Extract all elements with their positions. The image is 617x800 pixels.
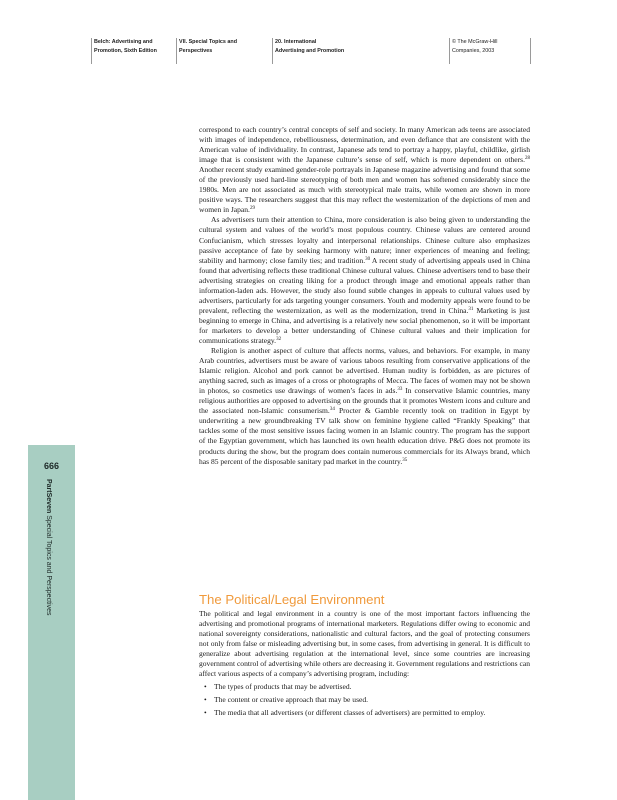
body-text xyxy=(199,125,530,467)
bullet-text: The content or creative approach that may be used. xyxy=(214,695,369,705)
bullet-icon: • xyxy=(204,682,207,692)
part-label: PartSeven xyxy=(45,479,52,514)
header-chapter-info xyxy=(272,38,451,64)
paragraph-text: A recent study of advertising appeals used in China found that advertising reflects these traditional Chinese cultural values. Chinese advertisers tend to base their advertising strategies on creating liking for a product through image and emotional appeals rather than information-laden ads. However, the study also found subtle changes in appeals to cultural values used by advertisers, particularly for ads targeting younger consumers. Youth and modernity appeals were found to be prevalent, reflecting the westernization, as well as the modernization, trend in China. xyxy=(199,255,530,315)
header-divider xyxy=(530,38,531,64)
bullet-text: The media that all advertisers (or different classes of advertisers) are permitted to employ. xyxy=(214,708,486,718)
paragraph xyxy=(199,215,530,346)
bullet-icon: • xyxy=(204,695,207,705)
bullet-icon: • xyxy=(204,708,207,718)
part-title-vertical xyxy=(45,479,52,615)
header-text: Promotion, Sixth Edition xyxy=(94,48,157,54)
header-text: VII. Special Topics and xyxy=(179,39,238,45)
bullet-text: The types of products that may be advertised. xyxy=(214,682,352,692)
footnote-ref: 34 xyxy=(329,407,335,413)
header-part-info xyxy=(176,38,274,64)
paragraph-text: Another recent study examined gender-role portrayals in Japanese magazine advertising and found that some of the previously used hard-line stereotyping of both men and women has softened considerably since the 1980s. Men are not associated as much with stereotypical male traits, while women are shown in more positive ways. The researchers suggest that this may reflect the westernization of the depictions of men and women in Japan. xyxy=(199,165,530,215)
running-header xyxy=(91,38,531,64)
footnote-ref: 35 xyxy=(402,457,408,463)
header-book-info xyxy=(91,38,178,64)
footnote-ref: 33 xyxy=(397,387,403,393)
header-text: © The McGraw-Hill xyxy=(452,39,498,45)
section-intro: The political and legal environment in a country is one of the most important factors influencing the advertising and promotional programs of international marketers. Regulations differ owing to economic and national sovereignty considerations, nationalistic and cultural factors, and the goal of protecting consumers not only from false or misleading advertising but, in some cases, from advertising in general. It is difficult to generalize about advertising regulation at the international level, since some countries are increasing government control of advertising while others are decreasing it. Government regulations and restrictions can affect various aspects of a company’s advertising program, including: xyxy=(199,609,530,679)
footnote-ref: 30 xyxy=(365,256,371,262)
paragraph xyxy=(199,125,530,215)
paragraph-text: Religion is another aspect of culture that affects norms, values, and behaviors. For example, in many Arab countries, advertisers must be aware of various taboos resulting from conservative applications of the Islamic religion. Alcohol and pork cannot be advertised. Human nudity is forbidden, as are pictures of anything sacred, such as images of a cross or photographs of Mecca. The faces of women may not be shown in photos, so cosmetics use drawings of women’s faces in ads. xyxy=(199,346,530,396)
paragraph xyxy=(199,346,530,467)
paragraph-text: Procter & Gamble recently took on tradition in Egypt by underwriting a new groundbreaking TV talk show on feminine hygiene called “Frankly Speaking” that tackles some of the most sensitive issues facing women in an Islamic country. The program has the support of the Egyptian government, which has launched its own health education drive. P&G does not promote its products during the show, but the program does contain numerous commercials for its Always brand, which has 85 percent of the disposable sanitary pad market in the country. xyxy=(199,406,531,466)
section-body xyxy=(199,609,530,718)
paragraph-text: correspond to each country’s central concepts of self and society. In many American ads teens are associated with images of independence, rebelliousness, determination, and even defiance that are consistent with the American value of individuality. In contrast, Japanese ads tend to portray a happy, playful, childlike, girlish image that is consistent with the Japanese culture’s sense of self, which is more dependent on others. xyxy=(199,125,530,165)
paragraph-text: Marketing is just beginning to emerge in China, and advertising is a relatively new social phenomenon, so it will be important for marketers to develop a better understanding of Chinese cultural values and their implication for communications strategy. xyxy=(199,305,530,345)
bullet-item xyxy=(199,708,530,718)
header-text: Belch: Advertising and xyxy=(94,39,153,45)
header-copyright xyxy=(449,38,532,64)
bullet-list xyxy=(199,682,530,718)
footnote-ref: 31 xyxy=(468,306,474,312)
bullet-item xyxy=(199,682,530,692)
header-text: Perspectives xyxy=(179,48,213,54)
footnote-ref: 32 xyxy=(276,336,282,342)
part-title: Special Topics and Perspectives xyxy=(45,515,52,616)
footnote-ref: 28 xyxy=(525,156,530,162)
header-text: Companies, 2003 xyxy=(452,48,495,54)
section-heading: The Political/Legal Environment xyxy=(199,592,385,607)
header-text: Advertising and Promotion xyxy=(275,48,345,54)
header-text: 20. International xyxy=(275,39,317,45)
bullet-item xyxy=(199,695,530,705)
margin-band xyxy=(28,445,75,800)
footnote-ref: 29 xyxy=(249,206,255,212)
paragraph-text: As advertisers turn their attention to China, more consideration is also being given to understanding the cultural system and values of the world’s most populous country. Chinese values are centered around Confucianism, which stresses loyalty and interpersonal relationships. Chinese culture also emphasizes passive acceptance of fate by seeking harmony with nature; inner experiences of meaning and feeling; stability and harmony; close family ties; and tradition. xyxy=(199,215,530,265)
paragraph-text: In conservative Islamic countries, many religious authorities are opposed to advertising on the grounds that it promotes Western icons and culture and the associated non-Islamic consumerism. xyxy=(199,386,530,416)
page-number: 666 xyxy=(43,461,60,471)
